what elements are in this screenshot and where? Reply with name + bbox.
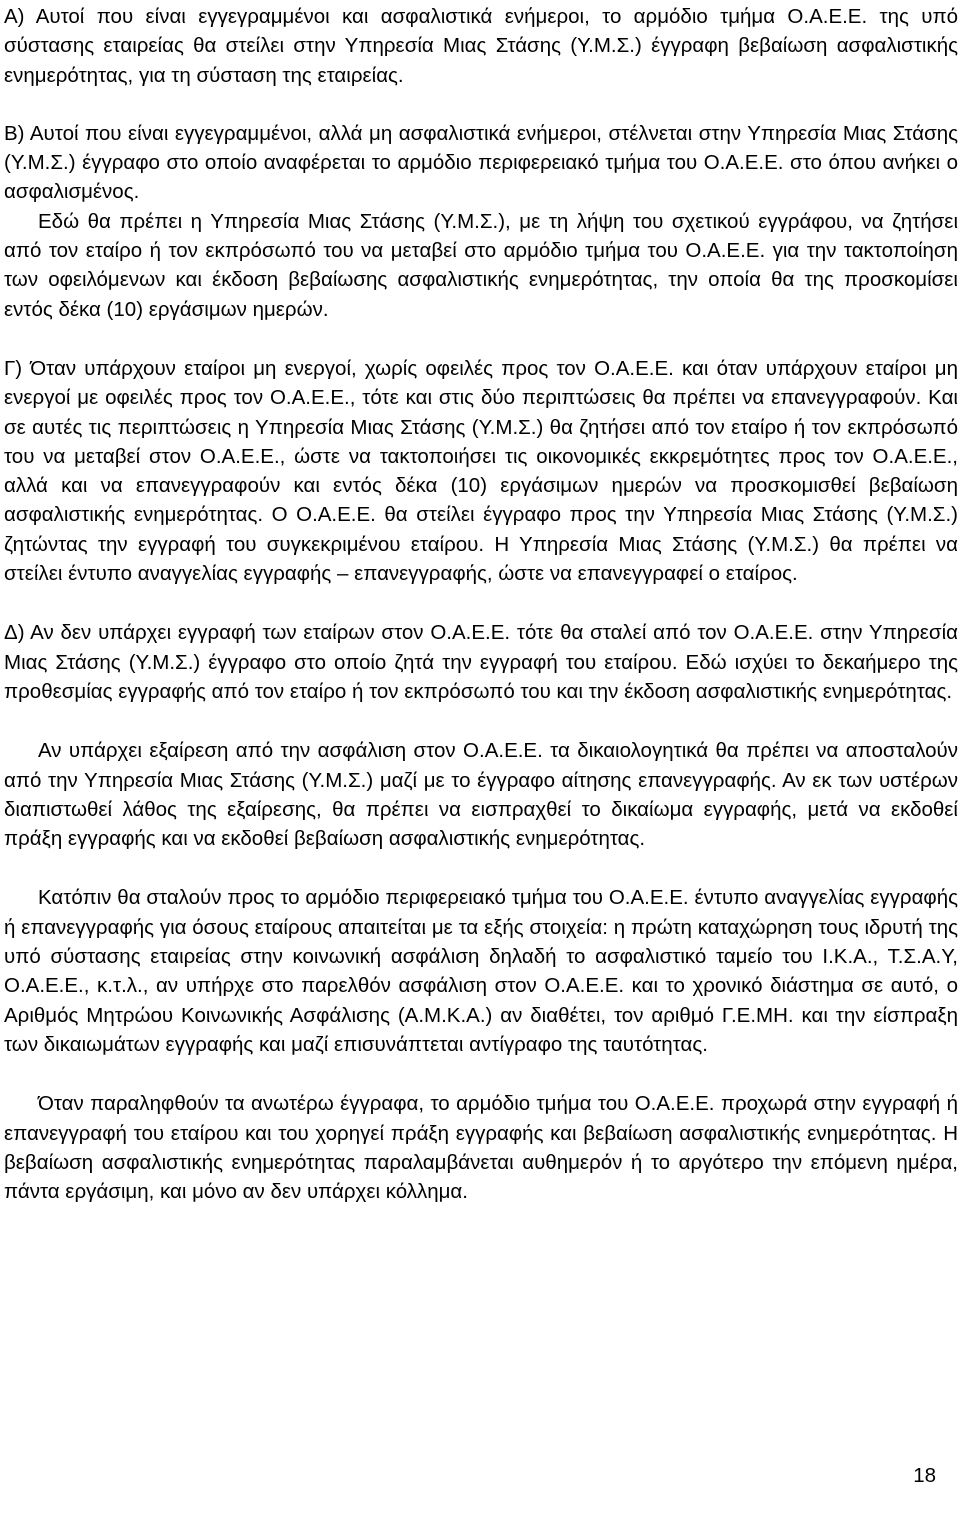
page-number: 18 [913, 1464, 936, 1487]
paragraph-d: Δ) Αν δεν υπάρχει εγγραφή των εταίρων στον Ο.Α.Ε.Ε. τότε θα σταλεί από τον Ο.Α.Ε.Ε. στην Υπηρεσία Μιας Στάσης (Υ.Μ.Σ.) έγγραφο στο οποίο ζητά την εγγραφή του εταίρου. Εδώ ισχύει το δεκαήμερο της προθεσμίας εγγραφής από τον εταίρο ή τον εκπρόσωπό του και την έκδοση ασφαλιστικής ενημερότητας. [4, 621, 958, 703]
paragraph-registration-form: Κατόπιν θα σταλούν προς το αρμόδιο περιφερειακό τμήμα του Ο.Α.Ε.Ε. έντυπο αναγγελίας εγγραφής ή επανεγγραφής για όσους εταίρους απαιτείται με τα εξής στοιχεία: η πρώτη καταχώρηση τους ιδρυτή της υπό σύστασης εταιρείας στην κοινωνική ασφάλιση δηλαδή το ασφαλιστικό ταμείο του Ι.Κ.Α., Τ.Σ.Α.Υ, Ο.Α.Ε.Ε., κ.τ.λ., αν υπήρχε στο παρελθόν ασφάλιση στον Ο.Α.Ε.Ε. και το χρονικό διάστημα σε αυτό, ο Αριθμός Μητρώου Κοινωνικής Ασφάλισης (Α.Μ.Κ.Α.) αν διαθέτει, τον αριθμό Γ.Ε.ΜΗ. και την είσπραξη των δικαιωμάτων εγγραφής και μαζί επισυνάπτεται αντίγραφο της ταυτότητας. [4, 886, 958, 1056]
paragraph-b-followup: Εδώ θα πρέπει η Υπηρεσία Μιας Στάσης (Υ.Μ.Σ.), με τη λήψη του σχετικού εγγράφου, να ζητήσει από τον εταίρο ή τον εκπρόσωπό του να μεταβεί στο αρμόδιο τμήμα του Ο.Α.Ε.Ε. για την τακτοποίηση των οφειλόμενων και έκδοση βεβαίωσης ασφαλιστικής ενημερότητας, την οποία θα της προσκομίσει εντός δέκα (10) εργάσιμων ημερών. [4, 209, 958, 321]
paragraph-c: Γ) Όταν υπάρχουν εταίροι μη ενεργοί, χωρίς οφειλές προς τον Ο.Α.Ε.Ε. και όταν υπάρχουν εταίροι μη ενεργοί με οφειλές προς τον Ο.Α.Ε.Ε., τότε και στις δύο περιπτώσεις θα πρέπει να επανεγγραφούν. Και σε αυτές τις περιπτώσεις η Υπηρεσία Μιας Στάσης (Υ.Μ.Σ.) θα ζητήσει από τον εταίρο ή τον εκπρόσωπό του να μεταβεί στον Ο.Α.Ε.Ε., ώστε να τακτοποιήσει τις οικονομικές εκκρεμότητες προς τον Ο.Α.Ε.Ε., αλλά και να επανεγγραφούν και εντός δέκα (10) εργάσιμων ημερών να προσκομισθεί βεβαίωση ασφαλιστικής ενημερότητας. Ο Ο.Α.Ε.Ε. θα στείλει έγγραφο προς την Υπηρεσία Μιας Στάσης (Υ.Μ.Σ.) ζητώντας την εγγραφή του συγκεκριμένου εταίρου. Η Υπηρεσία Μιας Στάσης (Υ.Μ.Σ.) θα πρέπει να στείλει έντυπο αναγγελίας εγγραφής – επανεγγραφής, ώστε να επανεγγραφεί ο εταίρος. [4, 356, 958, 586]
paragraph-a: Α) Αυτοί που είναι εγγεγραμμένοι και ασφαλιστικά ενήμεροι, το αρμόδιο τμήμα Ο.Α.Ε.Ε. της υπό σύστασης εταιρείας θα στείλει στην Υπηρεσία Μιας Στάσης (Υ.Μ.Σ.) έγγραφη βεβαίωση ασφαλιστικής ενημερότητας, για τη σύσταση της εταιρείας. [4, 5, 958, 87]
paragraph-exemption: Αν υπάρχει εξαίρεση από την ασφάλιση στον Ο.Α.Ε.Ε. τα δικαιολογητικά θα πρέπει να αποσταλούν από την Υπηρεσία Μιας Στάσης (Υ.Μ.Σ.) μαζί με το έγγραφο αίτησης επανεγγραφής. Αν εκ των υστέρων διαπιστωθεί λάθος της εξαίρεσης, θα πρέπει να εισπραχθεί το δικαίωμα εγγραφής, μετά να εκδοθεί πράξη εγγραφής και να εκδοθεί βεβαίωση ασφαλιστικής ενημερότητας. [4, 739, 958, 851]
document-page [4, 2, 958, 1206]
paragraph-b: Β) Αυτοί που είναι εγγεγραμμένοι, αλλά μη ασφαλιστικά ενήμεροι, στέλνεται στην Υπηρεσία Μιας Στάσης (Υ.Μ.Σ.) έγγραφο στο οποίο αναφέρεται το αρμόδιο περιφερειακό τμήμα του Ο.Α.Ε.Ε. στο όπου ανήκει ο ασφαλισμένος. [4, 121, 958, 204]
paragraph-receipt: Όταν παραληφθούν τα ανωτέρω έγγραφα, το αρμόδιο τμήμα του Ο.Α.Ε.Ε. προχωρά στην εγγραφή ή επανεγγραφή του εταίρου και του χορηγεί πράξη εγγραφής και βεβαίωση ασφαλιστικής ενημερότητας. Η βεβαίωση ασφαλιστικής ενημερότητας παραλαμβάνεται αυθημερόν ή το αργότερο την επόμενη ημέρα, πάντα εργάσιμη, και μόνο αν δεν υπάρχει κόλλημα. [4, 1092, 958, 1204]
